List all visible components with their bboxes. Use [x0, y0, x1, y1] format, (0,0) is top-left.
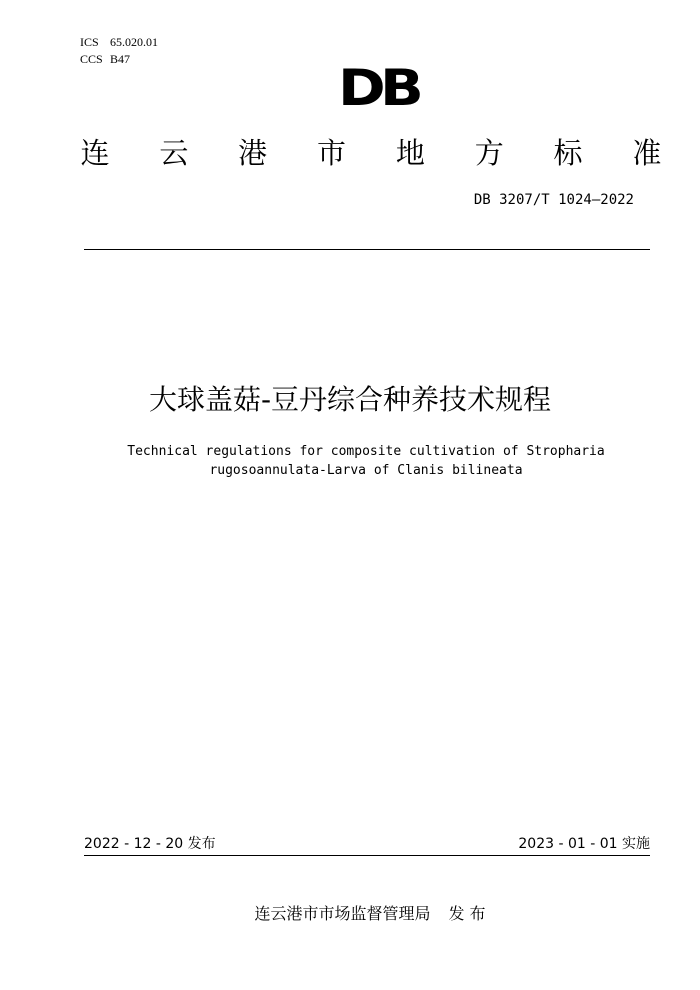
standard-category-char: 连 [80, 136, 110, 170]
document-title-chinese: 大球盖菇-豆丹综合种养技术规程 [148, 383, 552, 416]
standard-number: DB 3207/T 1024—2022 [473, 192, 634, 208]
bottom-divider [84, 855, 650, 856]
ics-value: 65.020.01 [110, 35, 158, 49]
top-divider [84, 249, 650, 250]
ccs-value: B47 [110, 52, 131, 66]
ics-label: ICS [80, 35, 99, 49]
publish-action: 发 布 [448, 904, 486, 923]
document-title-english [90, 442, 642, 480]
ccs-code [80, 51, 158, 68]
implementation-date: 2023 - 01 - 01 实施 [518, 836, 650, 852]
standard-category-char: 准 [632, 136, 662, 170]
standard-category-char: 地 [395, 136, 425, 170]
standard-category-char: 云 [159, 136, 189, 170]
issue-date: 2022 - 12 - 20 发布 [84, 836, 216, 852]
ccs-label: CCS [80, 52, 103, 66]
english-title-line-2: rugosoannulata-Larva of Clanis bilineata [209, 463, 523, 478]
ics-code [80, 34, 158, 51]
standard-category-char: 港 [238, 136, 268, 170]
standard-category-char: 标 [553, 136, 583, 170]
classification-codes [80, 34, 158, 68]
standard-category-char: 方 [474, 136, 504, 170]
publisher-organization: 连云港市市场监督管理局 [254, 904, 431, 923]
publisher-line [0, 902, 700, 926]
english-title-line-1: Technical regulations for composite cultivation of Stropharia [127, 444, 605, 459]
db-logo: DB [338, 59, 419, 117]
standard-category-char: 市 [317, 136, 347, 170]
standard-category-title [76, 134, 666, 172]
